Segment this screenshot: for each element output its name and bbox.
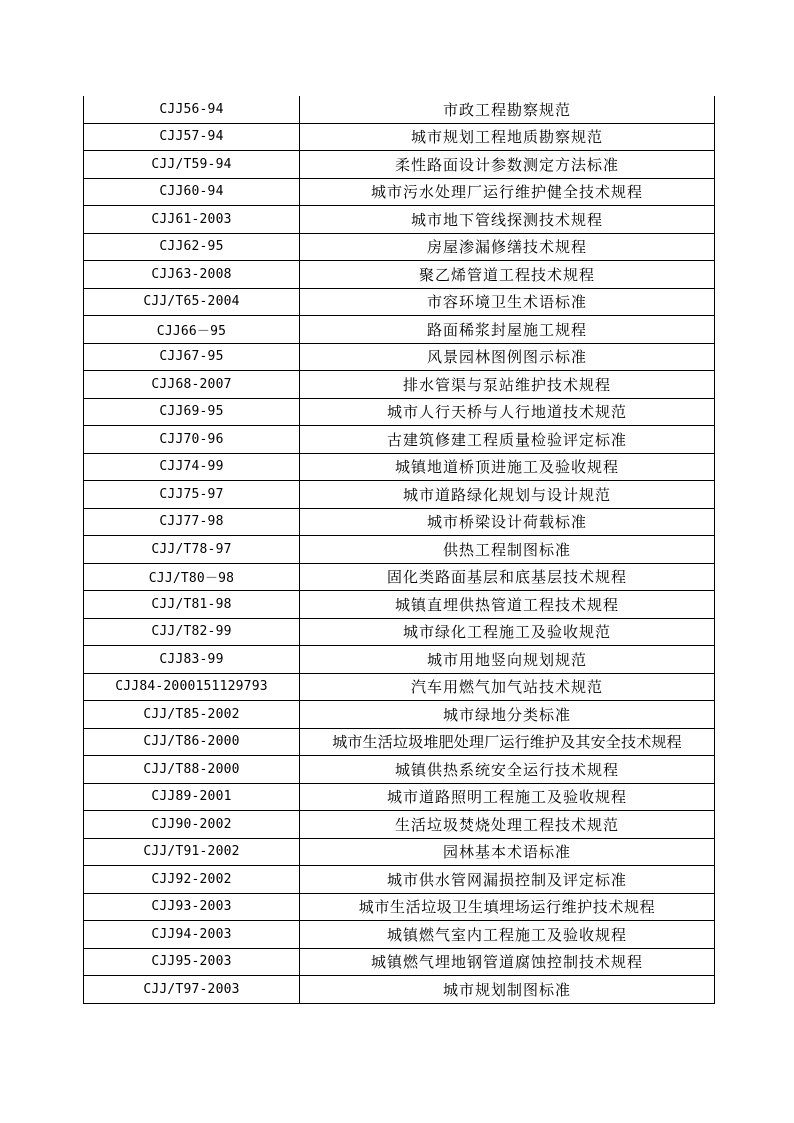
standard-name-cell: 城市污水处理厂运行维护健全技术规程 [300,178,715,206]
table-row [84,233,715,261]
table-row [84,371,715,399]
standard-name-cell: 市容环境卫生术语标准 [300,288,715,316]
standard-code-cell: CJJ95-2003 [84,948,300,976]
table-row [84,976,715,1004]
standard-name-cell: 城市道路照明工程施工及验收规程 [300,783,715,811]
standard-name-cell: 城镇燃气室内工程施工及验收规程 [300,921,715,949]
standard-name-cell: 古建筑修建工程质量检验评定标准 [300,426,715,454]
table-row [84,563,715,591]
table-row [84,206,715,234]
table-row [84,343,715,371]
standard-code-cell: CJJ75-97 [84,481,300,509]
table-row [84,893,715,921]
standard-name-cell: 城镇直埋供热管道工程技术规程 [300,591,715,619]
standard-code-cell: CJJ/T91-2002 [84,838,300,866]
standards-table-body [84,96,715,1003]
standard-name-cell: 城市人行天桥与人行地道技术规范 [300,398,715,426]
table-row [84,151,715,179]
table-row [84,646,715,674]
table-row [84,783,715,811]
standard-name-cell: 城市绿地分类标准 [300,701,715,729]
standard-name-cell: 固化类路面基层和底基层技术规程 [300,563,715,591]
standard-name-cell: 市政工程勘察规范 [300,96,715,123]
standard-name-cell: 路面稀浆封屋施工规程 [300,316,715,344]
table-row [84,481,715,509]
standard-name-cell: 城市地下管线探测技术规程 [300,206,715,234]
table-row [84,426,715,454]
standard-name-cell: 城镇燃气埋地钢管道腐蚀控制技术规程 [300,948,715,976]
standard-code-cell: CJJ/T88-2000 [84,756,300,784]
standard-name-cell: 聚乙烯管道工程技术规程 [300,261,715,289]
standard-code-cell: CJJ89-2001 [84,783,300,811]
standard-name-cell: 房屋渗漏修缮技术规程 [300,233,715,261]
standard-code-cell: CJJ67-95 [84,343,300,371]
table-row [84,591,715,619]
standard-name-cell: 柔性路面设计参数测定方法标准 [300,151,715,179]
standard-code-cell: CJJ66－95 [84,316,300,344]
standards-table [83,96,715,1004]
table-row [84,728,715,756]
standard-name-cell: 园林基本术语标准 [300,838,715,866]
standard-name-cell: 城市生活垃圾卫生填埋场运行维护技术规程 [300,893,715,921]
standard-code-cell: CJJ90-2002 [84,811,300,839]
table-row [84,673,715,701]
standard-name-cell: 城市道路绿化规划与设计规范 [300,481,715,509]
table-row [84,288,715,316]
table-row [84,453,715,481]
standard-name-cell: 城市供水管网漏损控制及评定标准 [300,866,715,894]
table-row [84,618,715,646]
table-row [84,921,715,949]
standard-name-cell: 城镇供热系统安全运行技术规程 [300,756,715,784]
table-row [84,756,715,784]
standard-code-cell: CJJ84-2000151129793 [84,673,300,701]
standard-name-cell: 排水管渠与泵站维护技术规程 [300,371,715,399]
standard-name-cell: 城镇地道桥顶进施工及验收规程 [300,453,715,481]
standard-code-cell: CJJ62-95 [84,233,300,261]
table-row [84,948,715,976]
standard-code-cell: CJJ/T85-2002 [84,701,300,729]
standard-code-cell: CJJ69-95 [84,398,300,426]
standard-name-cell: 汽车用燃气加气站技术规范 [300,673,715,701]
table-row [84,701,715,729]
standard-code-cell: CJJ74-99 [84,453,300,481]
standard-code-cell: CJJ92-2002 [84,866,300,894]
standard-code-cell: CJJ60-94 [84,178,300,206]
standard-code-cell: CJJ93-2003 [84,893,300,921]
standard-code-cell: CJJ63-2008 [84,261,300,289]
standard-code-cell: CJJ/T97-2003 [84,976,300,1004]
standard-code-cell: CJJ57-94 [84,123,300,151]
table-row [84,123,715,151]
table-row [84,178,715,206]
standard-code-cell: CJJ61-2003 [84,206,300,234]
table-row [84,508,715,536]
standard-code-cell: CJJ83-99 [84,646,300,674]
standard-code-cell: CJJ/T59-94 [84,151,300,179]
standard-code-cell: CJJ/T78-97 [84,536,300,564]
standard-code-cell: CJJ77-98 [84,508,300,536]
standard-code-cell: CJJ/T82-99 [84,618,300,646]
standard-code-cell: CJJ/T81-98 [84,591,300,619]
standard-name-cell: 生活垃圾焚烧处理工程技术规范 [300,811,715,839]
table-row [84,838,715,866]
table-row [84,398,715,426]
table-row [84,811,715,839]
standard-name-cell: 城市规划制图标准 [300,976,715,1004]
standard-code-cell: CJJ/T65-2004 [84,288,300,316]
standard-code-cell: CJJ/T80－98 [84,563,300,591]
standard-name-cell: 城市桥梁设计荷载标准 [300,508,715,536]
table-row [84,866,715,894]
standard-name-cell: 城市规划工程地质勘察规范 [300,123,715,151]
standard-name-cell: 风景园林图例图示标准 [300,343,715,371]
standard-code-cell: CJJ94-2003 [84,921,300,949]
standard-code-cell: CJJ56-94 [84,96,300,123]
standard-code-cell: CJJ70-96 [84,426,300,454]
standard-name-cell: 供热工程制图标准 [300,536,715,564]
standard-code-cell: CJJ68-2007 [84,371,300,399]
standard-code-cell: CJJ/T86-2000 [84,728,300,756]
standard-name-cell: 城市生活垃圾堆肥处理厂运行维护及其安全技术规程 [300,728,715,756]
table-row [84,261,715,289]
table-row [84,316,715,344]
standard-name-cell: 城市绿化工程施工及验收规范 [300,618,715,646]
table-row [84,96,715,123]
table-row [84,536,715,564]
standard-name-cell: 城市用地竖向规划规范 [300,646,715,674]
